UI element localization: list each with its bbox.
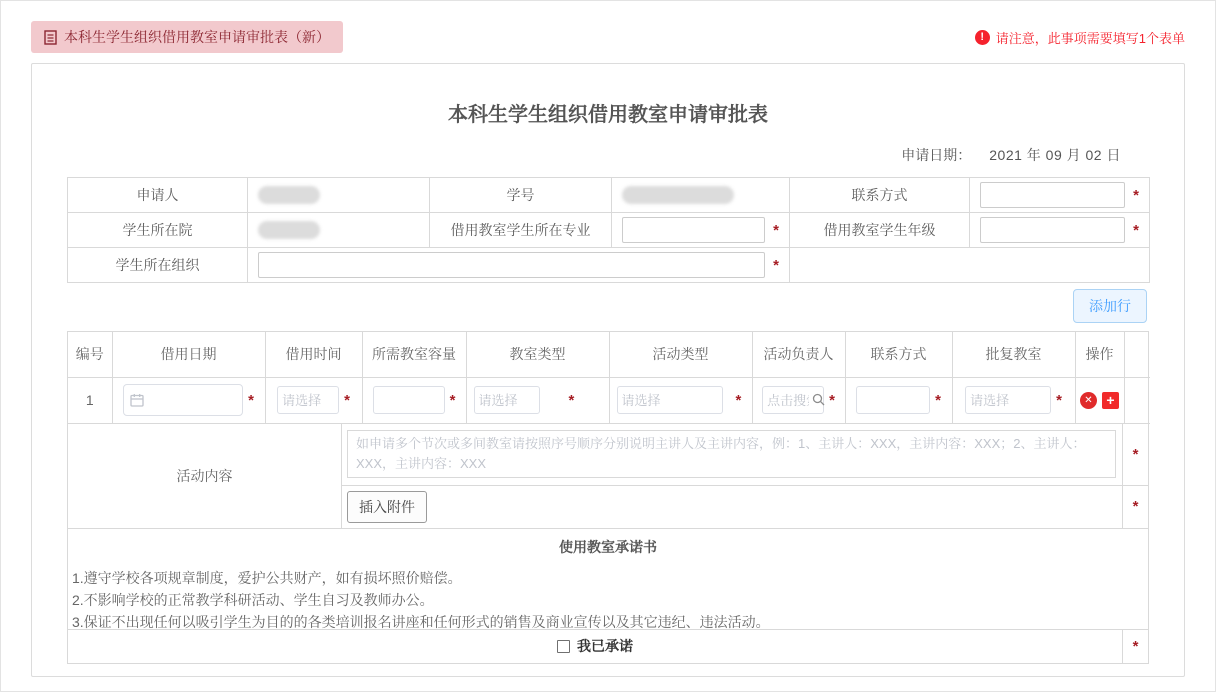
- required-marker: *: [735, 391, 742, 409]
- header-operation: 操作: [1075, 332, 1124, 377]
- booking-header-row: [68, 332, 1150, 377]
- redacted-applicant-value: [258, 186, 320, 204]
- insert-attachment-button[interactable]: 插入附件: [347, 491, 427, 523]
- add-row-bar: [67, 283, 1149, 331]
- applicant-label: 申请人: [68, 178, 248, 213]
- pledge-confirm-row: [68, 630, 1148, 663]
- row-number: 1: [68, 377, 112, 423]
- search-icon: [812, 393, 825, 409]
- required-marker: *: [1133, 186, 1139, 204]
- table-row: [68, 178, 1150, 213]
- header-approved-room: 批复教室: [952, 332, 1075, 377]
- header-borrow-time: 借用时间: [265, 332, 362, 377]
- major-label: 借用教室学生所在专业: [430, 213, 612, 248]
- booking-section: [67, 331, 1149, 664]
- table-row: [68, 213, 1150, 248]
- capacity-input[interactable]: [373, 386, 445, 414]
- required-marker: *: [829, 391, 835, 409]
- apply-date-row: [67, 145, 1121, 165]
- organization-input[interactable]: [258, 252, 765, 278]
- top-bar: [1, 1, 1215, 63]
- required-marker: *: [568, 391, 575, 409]
- grade-input[interactable]: [980, 217, 1125, 243]
- document-icon: [44, 30, 57, 45]
- add-row-button[interactable]: 添加行: [1073, 289, 1147, 323]
- organization-label: 学生所在组织: [68, 248, 248, 283]
- required-marker: *: [773, 221, 779, 239]
- booking-table: [68, 332, 1150, 424]
- required-marker: *: [1132, 498, 1139, 515]
- activity-type-select[interactable]: [617, 386, 723, 414]
- required-marker: *: [1132, 445, 1139, 463]
- header-row-no: 编号: [68, 332, 112, 377]
- activity-content-row: [68, 424, 1148, 529]
- redacted-college-value: [258, 221, 320, 239]
- college-label: 学生所在院: [68, 213, 248, 248]
- apply-date-label: 申请日期：: [901, 147, 972, 163]
- page-title: 本科生学生组织借用教室申请审批表: [448, 104, 768, 126]
- form-panel: [31, 63, 1185, 677]
- grade-label: 借用教室学生年级: [790, 213, 970, 248]
- pledge-checkbox[interactable]: [557, 640, 570, 653]
- booking-data-row: [68, 377, 1150, 423]
- pledge-section: [68, 529, 1148, 630]
- redacted-student-id-value: [622, 186, 734, 204]
- activity-content-textarea[interactable]: [347, 430, 1116, 478]
- applicant-info-table: [67, 177, 1150, 283]
- required-marker: *: [1132, 637, 1139, 655]
- apply-date-value: 2021 年 09 月 02 日: [989, 147, 1121, 163]
- add-row-icon[interactable]: +: [1102, 392, 1119, 409]
- approved-room-select[interactable]: [965, 386, 1051, 414]
- borrow-time-select[interactable]: [277, 386, 339, 414]
- student-id-label: 学号: [430, 178, 612, 213]
- required-marker: *: [1133, 221, 1139, 239]
- contact-label: 联系方式: [790, 178, 970, 213]
- required-marker: *: [1056, 391, 1062, 409]
- header-borrow-date: 借用日期: [112, 332, 265, 377]
- header-activity-type: 活动类型: [609, 332, 752, 377]
- header-required-col: [1124, 332, 1150, 377]
- contact-row-input[interactable]: [856, 386, 930, 414]
- pledge-checkbox-label: 我已承诺: [577, 638, 633, 654]
- form-tab[interactable]: [31, 21, 343, 53]
- required-marker: *: [344, 391, 350, 409]
- header-room-type: 教室类型: [466, 332, 609, 377]
- exclamation-icon: !: [975, 30, 990, 45]
- delete-row-icon[interactable]: ✕: [1080, 392, 1097, 409]
- header-activity-leader: 活动负责人: [752, 332, 845, 377]
- notice-banner: [975, 28, 1185, 47]
- activity-content-label: 活动内容: [68, 424, 342, 528]
- required-marker: *: [935, 391, 941, 409]
- notice-text: 请注意，此事项需要填写1个表单: [995, 30, 1185, 46]
- required-marker: *: [773, 256, 779, 274]
- contact-input[interactable]: [980, 182, 1125, 208]
- header-capacity: 所需教室容量: [362, 332, 466, 377]
- form-tab-label: 本科生学生组织借用教室申请审批表（新）: [64, 29, 330, 45]
- calendar-icon: [130, 393, 144, 410]
- required-marker: *: [248, 391, 254, 409]
- pledge-title: 使用教室承诺书: [559, 538, 657, 555]
- required-marker: *: [449, 391, 456, 409]
- table-row: [68, 248, 1150, 283]
- pledge-line-3: 3.保证不出现任何以吸引学生为目的的各类培训报名讲座和任何形式的销售及商业宣传以及其它违纪、违法活动。: [72, 613, 770, 630]
- room-type-select[interactable]: [474, 386, 540, 414]
- pledge-line-2: 2.不影响学校的正常教学科研活动、学生自习及教师办公。: [72, 591, 434, 608]
- major-input[interactable]: [622, 217, 765, 243]
- pledge-line-1: 1.遵守学校各项规章制度，爱护公共财产，如有损坏照价赔偿。: [72, 569, 462, 586]
- header-contact: 联系方式: [845, 332, 952, 377]
